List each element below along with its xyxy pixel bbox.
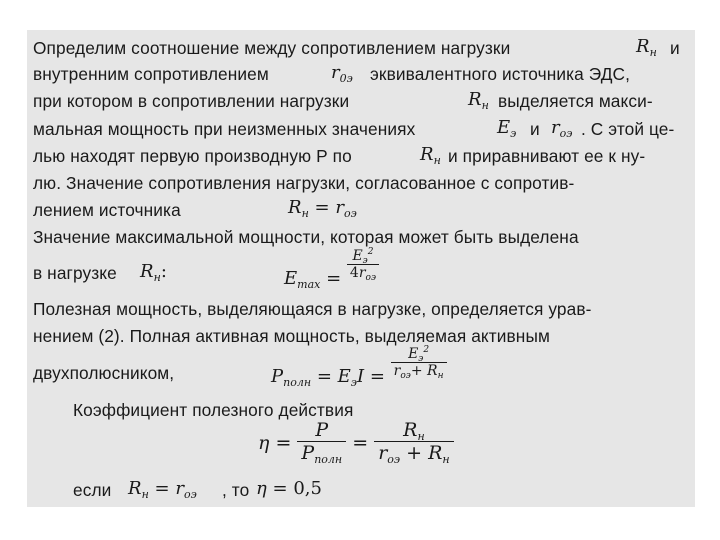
math-Ee: $E_э$ <box>497 117 517 140</box>
text-segment: Определим соотношение между сопротивлением нагрузки <box>33 38 511 58</box>
text-line-6: лю. Значение сопротивления нагрузки, согласованное с сопротив- <box>33 173 575 193</box>
text-line-13: Коэффициент полезного действия <box>73 400 354 420</box>
text-line-3: при котором в сопротивлении нагрузки <box>33 91 350 111</box>
math-Rn-4: $R_н$: <box>140 261 167 284</box>
text-line-7: лением источника <box>33 200 181 220</box>
text-line-10: Полезная мощность, выделяющаяся в нагрузке, определяется урав- <box>33 299 592 319</box>
formula-eta-value: η = 0,5 <box>256 478 322 499</box>
text-segment: и <box>530 119 540 139</box>
formula-efficiency: η = $\frac{P}{P_{полн}}$ = $\frac{R_н}{r_{оэ} + R_н}$ <box>258 419 454 464</box>
text-line-9: в нагрузке <box>33 263 117 283</box>
formula-Emax: $E_{max}$ = $\frac{E_э^2}{4r_{оэ}}$ <box>284 248 379 281</box>
text-line-5: лью находят первую производную Р по <box>33 146 352 166</box>
math-Rn-3: $R_н$ <box>420 144 441 167</box>
text-line-14: если <box>73 480 112 500</box>
math-Rn-2: $R_н$ <box>468 89 489 112</box>
text-segment: . С этой це- <box>581 119 675 139</box>
text-segment: и <box>670 38 680 58</box>
text-segment: выделяется макси- <box>498 91 653 111</box>
text-segment: эквивалентного источника ЭДС, <box>370 64 630 84</box>
text-line-8: Значение максимальной мощности, которая может быть выделена <box>33 227 579 247</box>
formula-Ppoln: $P_{полн} = E_эI$ = $\frac{E_э^2}{r_{оэ}+ R_н}$ <box>271 346 447 379</box>
text-line-4: мальная мощность при неизменных значениях <box>33 119 416 139</box>
text-line-11: нением (2). Полная активная мощность, выделяемая активным <box>33 326 550 346</box>
math-Rn-1: $R_н$ <box>636 36 657 59</box>
math-r0e: $r_{0э}$ <box>331 62 353 85</box>
formula-condition: $R_н = r_{оэ}$ <box>128 478 197 501</box>
formula-matched-load: $R_н = r_{оэ}$ <box>288 197 357 220</box>
text-line-2: внутренним сопротивлением <box>33 64 269 84</box>
text-line-12: двухполюсником, <box>33 363 175 383</box>
text-segment: и приравнивают ее к ну- <box>448 146 646 166</box>
math-roe: $r_{оэ}$ <box>551 117 573 140</box>
text-segment: , то <box>222 480 250 500</box>
text-line-1 <box>33 37 510 59</box>
